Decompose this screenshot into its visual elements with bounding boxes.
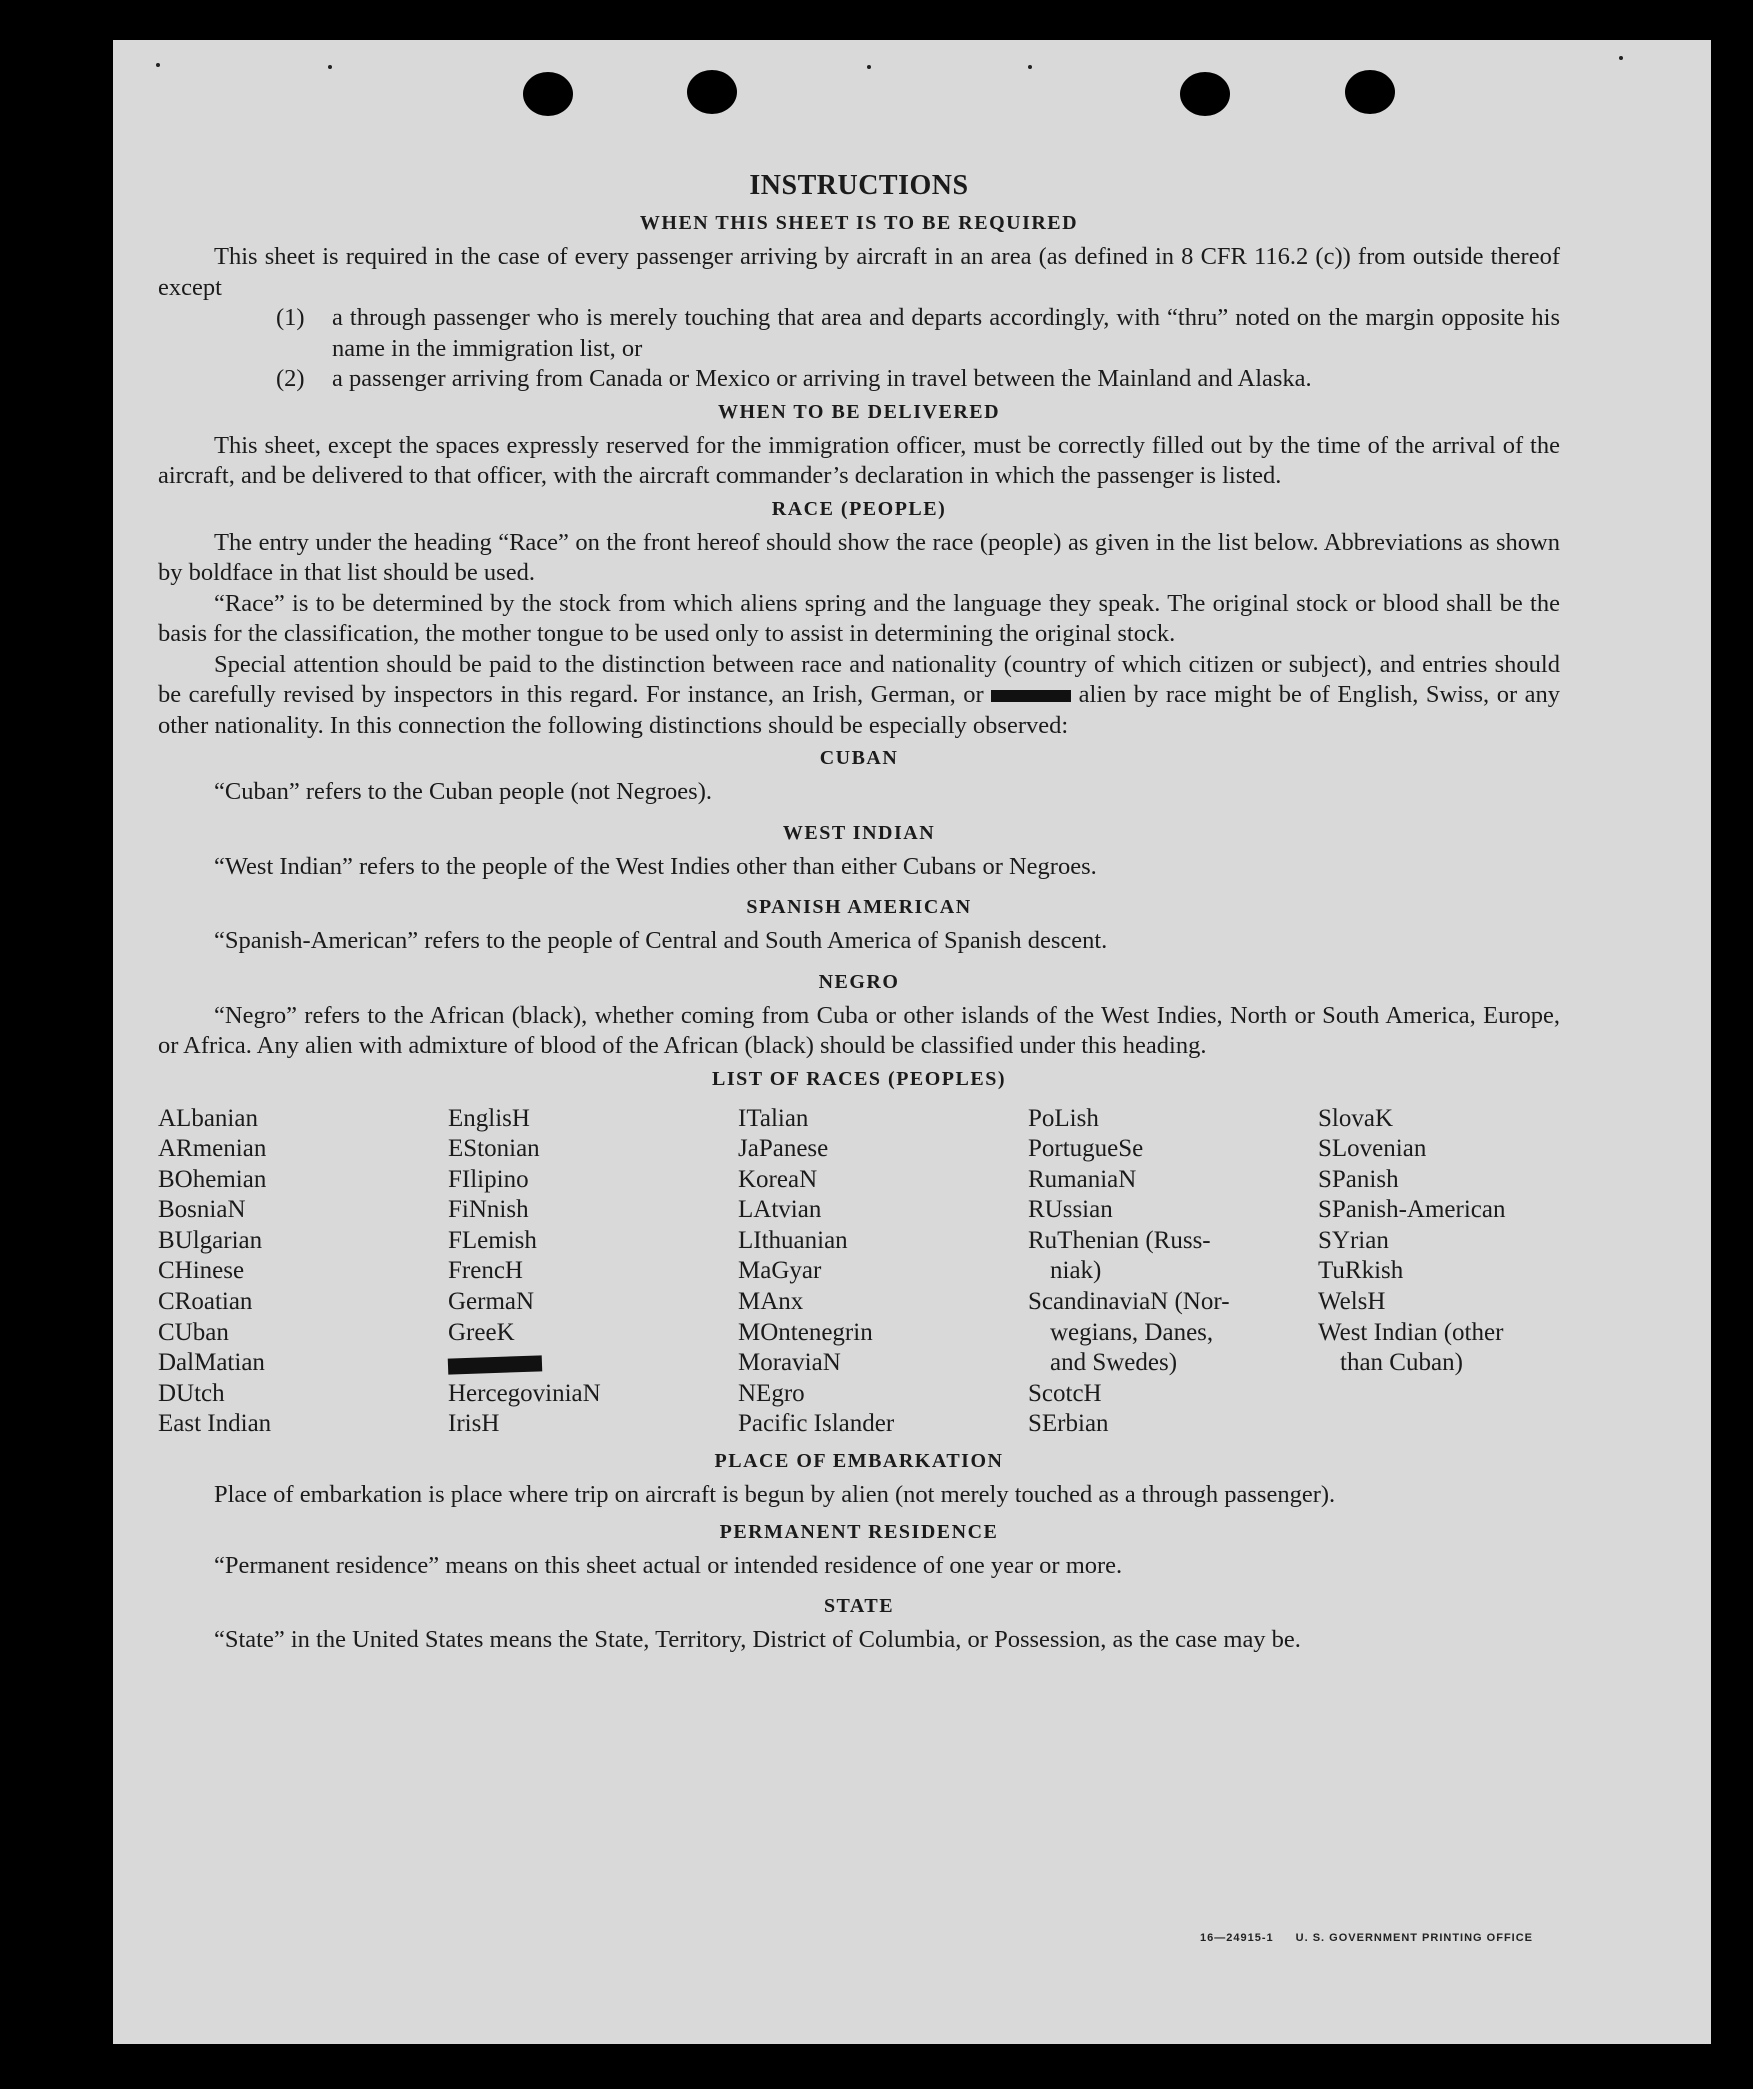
when-required-intro: This sheet is required in the case of every passenger arriving by aircraft in an area (as defined in 8 CFR 116.2 (c)) from outside thereof except <box>158 243 1560 301</box>
exception-item-number: (1) <box>276 304 305 331</box>
race-column-4 <box>1028 1104 1318 1441</box>
form-number: 16—24915-1 <box>1200 1932 1274 1944</box>
dot-mark <box>867 65 871 69</box>
spanish-american-text: “Spanish-American” refers to the people of Central and South America of Spanish descent. <box>214 927 1108 954</box>
heading-when-delivered: WHEN TO BE DELIVERED <box>717 400 1001 423</box>
redaction-mark <box>448 1355 543 1374</box>
race-entry: RumaniaN <box>1028 1165 1137 1193</box>
instruction-sheet <box>113 40 1711 2044</box>
dot-mark <box>1619 56 1623 60</box>
race-entry: TuRkish <box>1318 1257 1404 1285</box>
race-entry: ALbanian <box>158 1104 258 1132</box>
race-entry: BUlgarian <box>158 1226 263 1254</box>
exception-item-number: (2) <box>276 365 305 392</box>
embarkation-text: Place of embarkation is place where trip on aircraft is begun by alien (not merely touched as a through passenger). <box>214 1481 1336 1509</box>
west-indian-text: “West Indian” refers to the people of the West Indies other than either Cubans or Negroes. <box>214 852 1097 880</box>
dot-mark <box>1028 65 1032 69</box>
race-entry: FLemish <box>448 1226 537 1254</box>
race-column-3 <box>738 1104 1028 1441</box>
race-entry: SPanish <box>1318 1165 1399 1193</box>
race-entry: FiNnish <box>448 1196 529 1224</box>
race-entry: BOhemian <box>158 1165 267 1193</box>
heading-embarkation: PLACE OF EMBARKATION <box>714 1450 1004 1473</box>
heading-spanish-american: SPANISH AMERICAN <box>746 896 972 918</box>
printer-name: U. S. GOVERNMENT PRINTING OFFICE <box>1295 1932 1533 1944</box>
punch-hole <box>523 72 573 116</box>
punch-hole <box>1345 70 1395 114</box>
race-entry: KoreaN <box>738 1165 818 1193</box>
heading-permanent-residence: PERMANENT RESIDENCE <box>719 1520 999 1543</box>
negro-text: “Negro” refers to the African (black), whether coming from Cuba or other islands of the West Indies, North or South America, Europe, or Africa. Any alien with admixture of blood of the African (black) should be classified under this heading. <box>158 1001 1560 1059</box>
dot-mark <box>156 63 160 67</box>
race-entry: CUban <box>158 1318 229 1346</box>
race-entry: SYrian <box>1318 1226 1389 1254</box>
race-entry: IrisH <box>448 1410 500 1438</box>
race-entry: WelsH <box>1318 1288 1386 1316</box>
redaction-mark <box>991 690 1071 702</box>
race-entry: SLovenian <box>1318 1135 1427 1163</box>
race-entry: LAtvian <box>738 1196 822 1224</box>
dot-mark <box>328 65 332 69</box>
page-title: INSTRUCTIONS <box>749 170 969 201</box>
race-entry: MAnx <box>738 1288 804 1316</box>
cuban-text: “Cuban” refers to the Cuban people (not Negroes). <box>214 778 712 805</box>
race-entry: East Indian <box>158 1410 272 1438</box>
race-entry: RuThenian (Russ- <box>1028 1226 1211 1254</box>
instructions-body <box>158 168 1560 1656</box>
race-entry: SlovaK <box>1318 1104 1393 1132</box>
race-column-2 <box>448 1104 738 1441</box>
punch-hole <box>687 70 737 114</box>
redacted-race-entry <box>448 1348 738 1379</box>
heading-race: RACE (PEOPLE) <box>771 497 947 520</box>
race-paragraph-3-end: alien by race might be of English, Swiss, or any other nationality. In this connection the following distinctions should be especially observed: <box>158 681 1560 739</box>
heading-when-required: WHEN THIS SHEET IS TO BE REQUIRED <box>639 212 1079 234</box>
exception-item-2 <box>276 364 1560 395</box>
race-entry-continuation: and Swedes) <box>1050 1349 1178 1377</box>
race-entry: MOntenegrin <box>738 1318 873 1346</box>
permanent-residence-text: “Permanent residence” means on this sheet actual or intended residence of one year or more. <box>214 1551 1123 1579</box>
race-entry: FrencH <box>448 1257 523 1285</box>
race-entry: GreeK <box>448 1318 515 1346</box>
race-entry: PoLish <box>1028 1104 1099 1132</box>
race-paragraph-3 <box>158 650 1560 742</box>
race-entry: SErbian <box>1028 1410 1109 1438</box>
race-paragraph-3-start: Special attention should be paid to the distinction between race and nationality (country of which citizen or subject), and entries should be carefully revised by inspectors in this regard. For instance, an Irish, German, or <box>158 650 1560 708</box>
race-entry: MoraviaN <box>738 1349 841 1377</box>
race-entry: Pacific Islander <box>738 1410 895 1438</box>
race-paragraph-1: The entry under the heading “Race” on the front hereof should show the race (people) as given in the list below. Abbreviations as shown by boldface in that list should be used. <box>158 528 1560 586</box>
race-entry: FIlipino <box>448 1165 529 1193</box>
race-entry: CHinese <box>158 1257 245 1285</box>
race-entry: DUtch <box>158 1379 225 1407</box>
race-list <box>158 1104 1560 1441</box>
heading-list-of-races: LIST OF RACES (PEOPLES) <box>711 1067 1006 1090</box>
race-entry: JaPanese <box>738 1135 829 1163</box>
race-column-5 <box>1318 1104 1558 1441</box>
exception-item-1 <box>276 303 1560 364</box>
race-column-1 <box>158 1104 448 1441</box>
punch-hole <box>1180 72 1230 116</box>
race-entry: GermaN <box>448 1288 535 1316</box>
race-entry: HercegoviniaN <box>448 1379 601 1407</box>
race-entry: DalMatian <box>158 1349 265 1377</box>
race-entry: West Indian (other <box>1318 1318 1504 1346</box>
printer-imprint <box>1200 1932 1533 1944</box>
race-paragraph-2: “Race” is to be determined by the stock from which aliens spring and the language they speak. The original stock or blood shall be the basis for the classification, the mother tongue to be used only to assist in determining the original stock. <box>158 589 1560 647</box>
when-delivered-text: This sheet, except the spaces expressly reserved for the immigration officer, must be correctly filled out by the time of the arrival of the aircraft, and be delivered to that officer, with the aircraft commander’s declaration in which the passenger is listed. <box>158 431 1560 489</box>
heading-cuban: CUBAN <box>819 747 899 769</box>
race-entry: ScandinaviaN (Nor- <box>1028 1288 1230 1316</box>
race-entry: RUssian <box>1028 1196 1113 1224</box>
heading-state: STATE <box>823 1595 895 1618</box>
heading-west-indian: WEST INDIAN <box>782 821 936 844</box>
exception-item-text: a through passenger who is merely touching that area and departs accordingly, with “thru” noted on the margin opposite his name in the immigration list, or <box>332 304 1560 362</box>
race-entry: NEgro <box>738 1379 805 1407</box>
race-entry: SPanish-American <box>1318 1196 1506 1224</box>
race-entry: PortugueSe <box>1028 1135 1144 1163</box>
race-entry: ScotcH <box>1028 1379 1102 1407</box>
heading-negro: NEGRO <box>818 970 900 993</box>
race-entry-continuation: than Cuban) <box>1340 1349 1463 1377</box>
exception-item-text: a passenger arriving from Canada or Mexico or arriving in travel between the Mainland and Alaska. <box>332 365 1312 392</box>
race-entry: MaGyar <box>738 1257 822 1285</box>
race-entry: EStonian <box>448 1135 540 1163</box>
race-entry: ITalian <box>738 1104 809 1132</box>
race-entry-continuation: wegians, Danes, <box>1050 1318 1214 1346</box>
race-entry-continuation: niak) <box>1050 1257 1102 1285</box>
race-entry: BosniaN <box>158 1196 246 1224</box>
state-text: “State” in the United States means the State, Territory, District of Columbia, or Possession, as the case may be. <box>214 1626 1301 1654</box>
race-entry: ARmenian <box>158 1135 267 1163</box>
race-entry: CRoatian <box>158 1288 253 1316</box>
race-entry: LIthuanian <box>738 1226 848 1254</box>
race-entry: EnglisH <box>448 1104 530 1132</box>
